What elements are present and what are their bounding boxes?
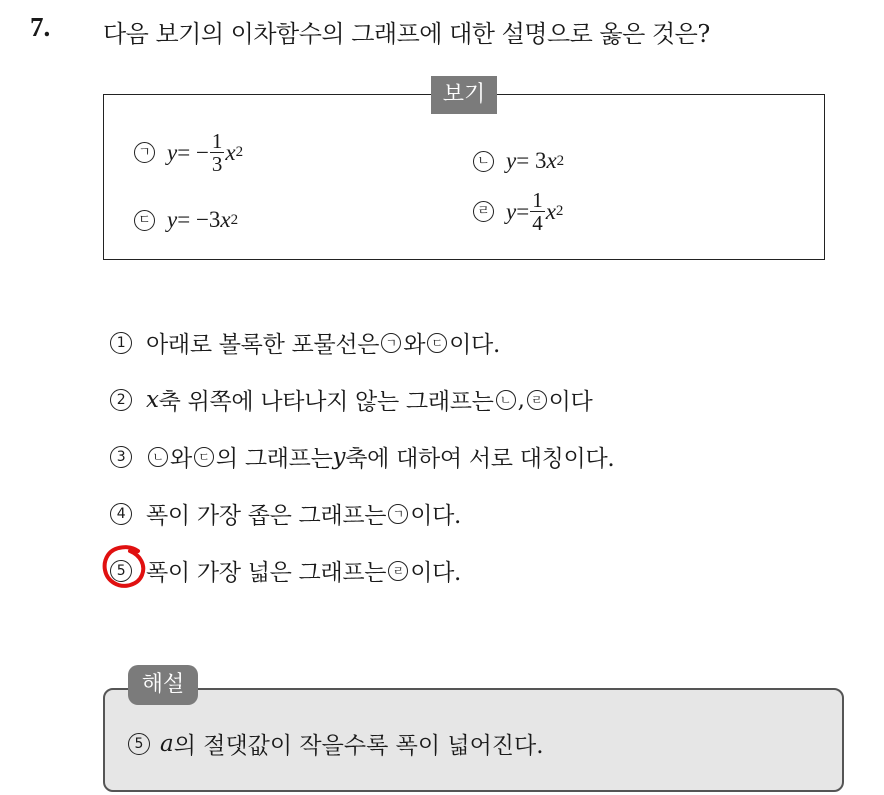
choice-text: 축 위쪽에 나타나지 않는 그래프는 bbox=[158, 389, 494, 415]
choice-text: 이다. bbox=[410, 560, 462, 586]
choice-text: 이다. bbox=[449, 332, 500, 358]
circled-nieun-mark: ㄴ bbox=[473, 151, 494, 172]
fraction-denominator: 4 bbox=[532, 211, 543, 235]
item-var: x bbox=[220, 207, 231, 232]
fraction-denominator: 3 bbox=[211, 152, 223, 176]
choice-text: 폭이 가장 좁은 그래프는 bbox=[146, 503, 387, 529]
choice-number-3: 3 bbox=[110, 446, 132, 468]
choice-number-1: 1 bbox=[110, 332, 132, 354]
item-exponent: 2 bbox=[556, 152, 565, 169]
solution-label: 해설 bbox=[128, 665, 198, 705]
circled-digeut-mark: ㄷ bbox=[427, 333, 447, 353]
circled-rieul-mark: ㄹ bbox=[473, 201, 494, 222]
item-lhs: y bbox=[167, 207, 178, 232]
choice-1[interactable] bbox=[110, 326, 500, 359]
circled-nieun-mark: ㄴ bbox=[496, 390, 516, 410]
choice-number-2: 2 bbox=[110, 389, 132, 411]
choice-text: , bbox=[517, 386, 525, 413]
choice-text: 아래로 볼록한 포물선은 bbox=[146, 332, 380, 358]
choice-3[interactable] bbox=[110, 440, 614, 473]
circled-giyeok-mark: ㄱ bbox=[381, 333, 401, 353]
solution-text bbox=[128, 727, 544, 760]
item-exponent: 2 bbox=[235, 144, 244, 160]
question-text: 다음 보기의 이차함수의 그래프에 대한 설명으로 옳은 것은? bbox=[103, 20, 710, 48]
solution-number: 5 bbox=[128, 733, 150, 755]
choice-number-4: 4 bbox=[110, 503, 132, 525]
fraction bbox=[210, 130, 225, 175]
item-exponent: 2 bbox=[230, 211, 239, 228]
bogi-label: 보기 bbox=[431, 76, 497, 114]
choice-text: 와 bbox=[403, 332, 426, 358]
choice-text: 폭이 가장 넓은 그래프는 bbox=[146, 560, 387, 586]
bogi-item-digeut bbox=[134, 207, 238, 233]
choice-text: 이다. bbox=[410, 503, 462, 529]
item-var: x bbox=[225, 139, 236, 165]
choice-2[interactable] bbox=[110, 383, 592, 416]
fraction-numerator: 1 bbox=[532, 188, 543, 212]
choice-var: y bbox=[332, 443, 346, 470]
solution-var: a bbox=[160, 730, 174, 757]
circled-digeut-mark: ㄷ bbox=[134, 210, 155, 231]
choice-text: 이다 bbox=[548, 389, 593, 415]
choice-4[interactable] bbox=[110, 497, 461, 530]
circled-rieul-mark: ㄹ bbox=[388, 561, 408, 581]
item-lhs: y bbox=[506, 198, 517, 224]
bogi-item-giyeok bbox=[134, 130, 243, 175]
bogi-item-nieun bbox=[473, 148, 564, 174]
item-eq: = bbox=[516, 198, 530, 224]
item-eq: = −3 bbox=[177, 207, 221, 232]
answer-circle-mark bbox=[100, 543, 152, 591]
item-exponent: 2 bbox=[555, 203, 564, 219]
item-eq: = 3 bbox=[516, 148, 547, 173]
item-eq: = − bbox=[177, 139, 209, 165]
choice-text: 와 bbox=[170, 446, 192, 472]
circled-giyeok-mark: ㄱ bbox=[388, 504, 408, 524]
bogi-box bbox=[103, 94, 825, 260]
circled-nieun-mark: ㄴ bbox=[148, 447, 168, 467]
choice-var: x bbox=[146, 386, 159, 413]
circled-giyeok-mark: ㄱ bbox=[134, 142, 155, 163]
item-var: x bbox=[546, 148, 557, 173]
choice-number-5: 5 bbox=[110, 560, 132, 582]
item-lhs: y bbox=[506, 148, 517, 173]
circled-digeut-mark: ㄷ bbox=[194, 447, 214, 467]
item-lhs: y bbox=[167, 139, 178, 165]
question-number: 7. bbox=[30, 12, 51, 42]
fraction bbox=[530, 189, 545, 234]
solution-sentence: 의 절댓값이 작을수록 폭이 넓어진다. bbox=[173, 733, 544, 759]
choice-5[interactable] bbox=[110, 554, 461, 587]
choice-text: 축에 대하여 서로 대칭이다. bbox=[345, 446, 615, 472]
choice-text: 의 그래프는 bbox=[215, 446, 333, 472]
circled-rieul-mark: ㄹ bbox=[527, 390, 547, 410]
item-var: x bbox=[545, 198, 556, 224]
bogi-item-rieul bbox=[473, 189, 563, 234]
fraction-numerator: 1 bbox=[211, 129, 223, 153]
